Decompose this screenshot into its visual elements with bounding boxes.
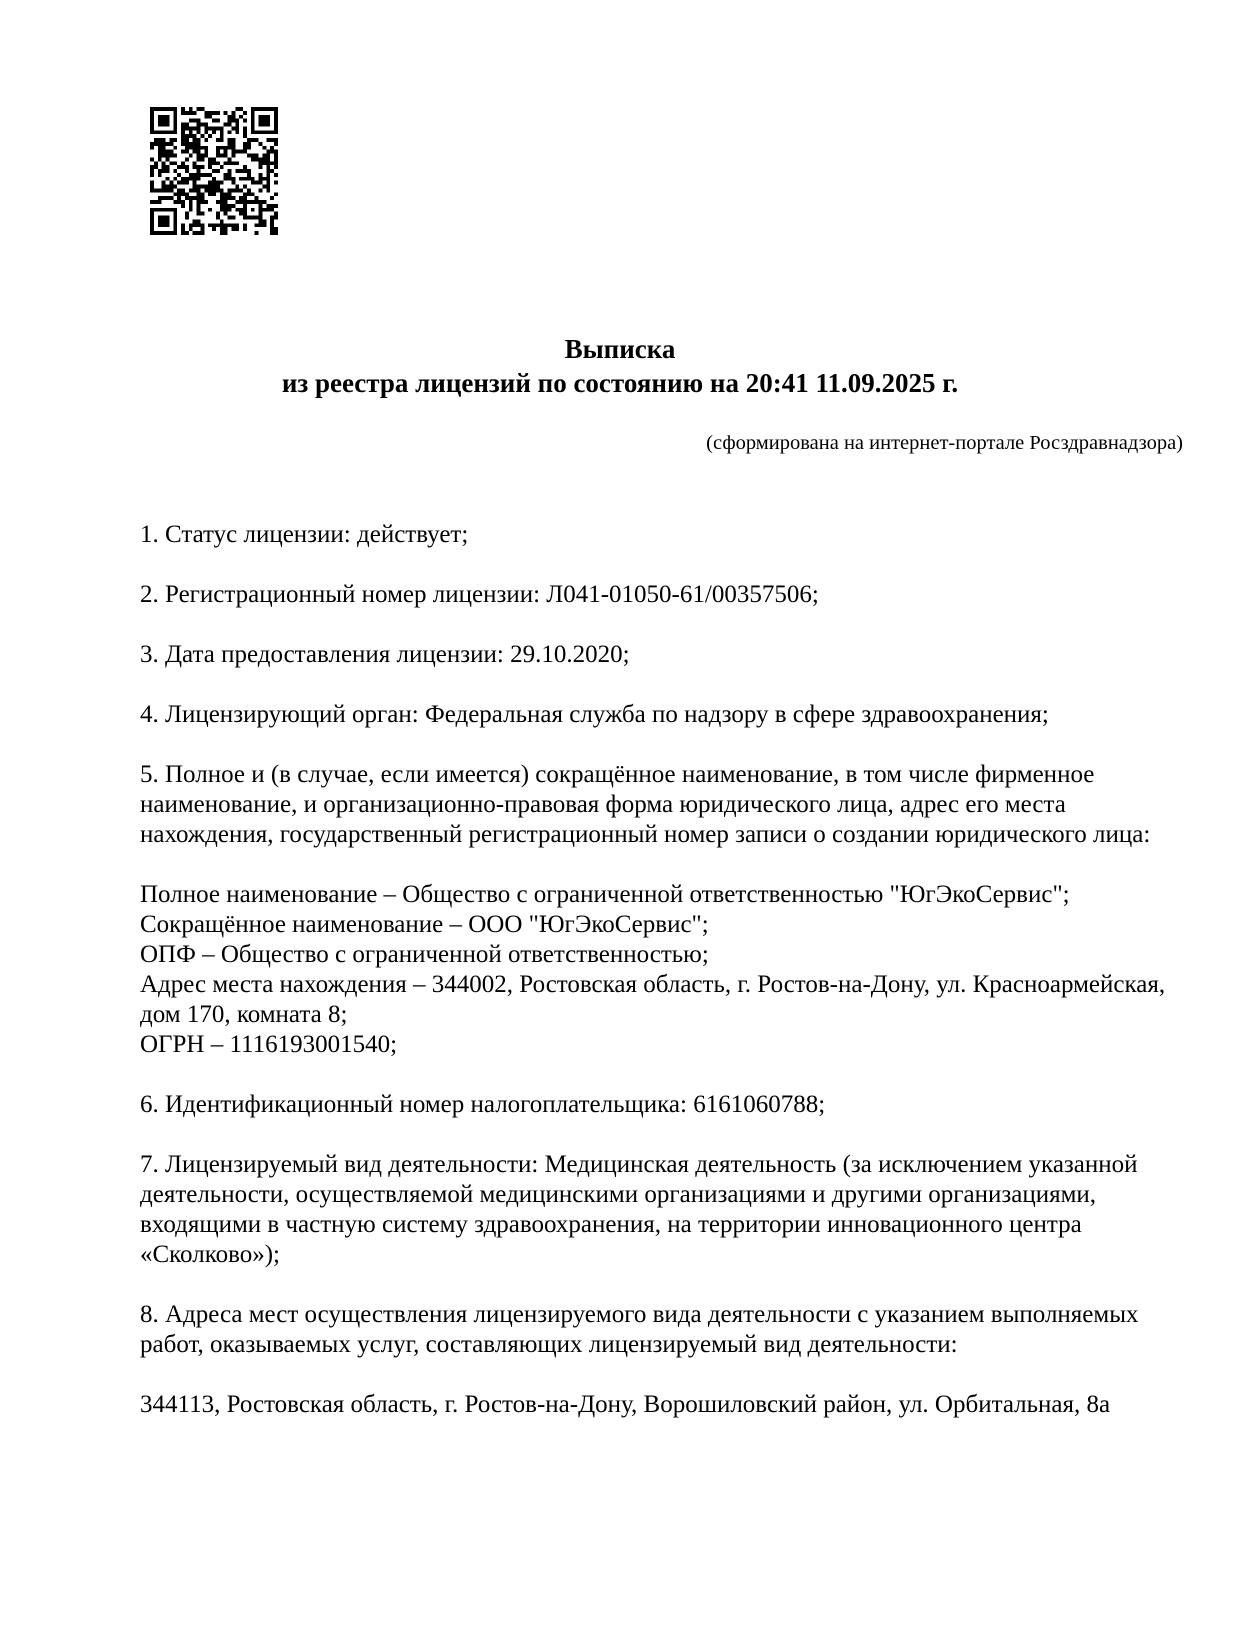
taxpayer-number-paragraph	[140, 1090, 1190, 1120]
text-line: 2. Регистрационный номер лицензии: Л041-01050-61/00357506;	[140, 581, 819, 608]
activity-addresses-intro-paragraph	[140, 1300, 1190, 1360]
title-line-1: Выписка	[564, 334, 676, 364]
entity-address-continued: дом 170, комната 8;	[140, 1001, 348, 1028]
grant-date-paragraph	[140, 640, 1190, 670]
text-line: 8. Адреса мест осуществления лицензируемого вида деятельности с указанием выполняемых	[140, 1301, 1139, 1328]
text-line: 5. Полное и (в случае, если имеется) сокращённое наименование, в том числе фирменное	[140, 761, 1095, 788]
license-status-paragraph	[140, 520, 1190, 550]
licensing-authority-paragraph	[140, 700, 1190, 730]
text-line: 1. Статус лицензии: действует;	[140, 521, 469, 548]
text-line: 3. Дата предоставления лицензии: 29.10.2020;	[140, 641, 630, 668]
entity-short-name: Сокращённое наименование – ООО "ЮгЭкоСервис";	[140, 911, 709, 938]
entity-intro-paragraph	[140, 760, 1190, 850]
text-line: наименование, и организационно-правовая форма юридического лица, адрес его места	[140, 791, 1066, 818]
entity-full-name: Полное наименование – Общество с ограниченной ответственностью "ЮгЭкоСервис";	[140, 881, 1070, 908]
text-line: 6. Идентификационный номер налогоплательщика: 6161060788;	[140, 1091, 826, 1118]
text-line: 4. Лицензирующий орган: Федеральная служба по надзору в сфере здравоохранения;	[140, 701, 1049, 728]
licensed-activity-paragraph	[140, 1150, 1190, 1270]
registration-number-paragraph	[140, 580, 1190, 610]
entity-ogrn: ОГРН – 1116193001540;	[140, 1031, 398, 1058]
document-body	[140, 520, 1190, 1420]
text-line: нахождения, государственный регистрационный номер записи о создании юридического лица:	[140, 821, 1151, 848]
text-line: 7. Лицензируемый вид деятельности: Медицинская деятельность (за исключением указанной	[140, 1151, 1138, 1178]
text-line: работ, оказываемых услуг, составляющих лицензируемый вид деятельности:	[140, 1331, 958, 1358]
text-line: входящими в частную систему здравоохранения, на территории инновационного центра	[140, 1211, 1082, 1238]
activity-address-paragraph	[140, 1390, 1190, 1420]
document-title	[0, 332, 1240, 400]
entity-legal-form: ОПФ – Общество с ограниченной ответственностью;	[140, 941, 709, 968]
text-line: «Сколково»);	[140, 1241, 280, 1268]
title-line-2: из реестра лицензий по состоянию на 20:41 11.09.2025 г.	[281, 368, 959, 398]
document-subtitle: (сформирована на интернет-портале Росздравнадзора)	[706, 432, 1183, 454]
text-line: деятельности, осуществляемой медицинскими организациями и другими организациями,	[140, 1181, 1097, 1208]
text-line: 344113, Ростовская область, г. Ростов-на-Дону, Ворошиловский район, ул. Орбитальная, 8а	[140, 1391, 1111, 1418]
entity-details-paragraph	[140, 880, 1190, 1060]
qr-code	[150, 107, 278, 235]
entity-address: Адрес места нахождения – 344002, Ростовская область, г. Ростов-на-Дону, ул. Красноармейская,	[140, 971, 1166, 998]
